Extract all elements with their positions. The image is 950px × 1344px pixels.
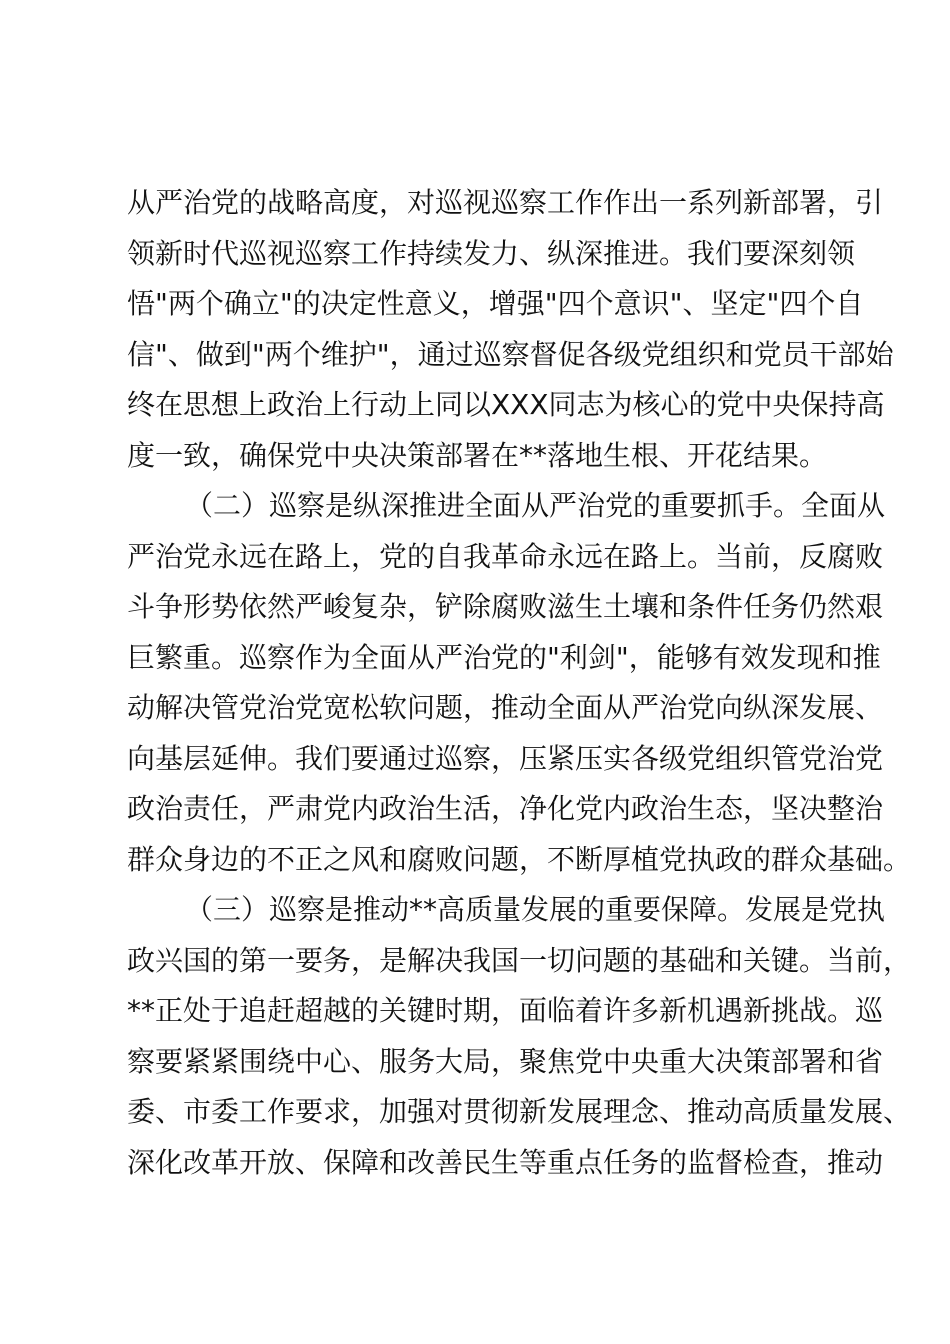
text-line: 政兴国的第一要务，是解决我国一切问题的基础和关键。当前， <box>127 943 912 977</box>
text-line: 从严治党的战略高度，对巡视巡察工作作出一系列新部署，引 <box>127 186 884 219</box>
text-line: **正处于追赶超越的关键时期，面临着许多新机遇新挑战。巡 <box>127 994 884 1027</box>
text-line: 动解决管党治党宽松软问题，推动全面从严治党向纵深发展、 <box>127 691 884 724</box>
text-line: 察要紧紧围绕中心、服务大局，聚焦党中央重大决策部署和省 <box>127 1044 884 1078</box>
text-line: 严治党永远在路上，党的自我革命永远在路上。当前，反腐败 <box>127 539 884 573</box>
text-line: 向基层延伸。我们要通过巡察，压紧压实各级党组织管党治党 <box>127 741 884 775</box>
text-line: 信"、做到"两个维护"，通过巡察督促各级党组织和党员干部始 <box>127 337 894 371</box>
text-line: 政治责任，严肃党内政治生活，净化党内政治生态，坚决整治 <box>127 792 884 825</box>
text-line: 度一致，确保党中央决策部署在**落地生根、开花结果。 <box>127 438 828 472</box>
text-line: 深化改革开放、保障和改善民生等重点任务的监督检查，推动 <box>127 1145 884 1179</box>
text-line: 领新时代巡视巡察工作持续发力、纵深推进。我们要深刻领 <box>127 236 856 270</box>
text-line: 悟"两个确立"的决定性意义，增强"四个意识"、坚定"四个自 <box>127 287 864 320</box>
text-line: 巨繁重。巡察作为全面从严治党的"利剑"，能够有效发现和推 <box>127 640 881 674</box>
text-line: 斗争形势依然严峻复杂，铲除腐败滋生土壤和条件任务仍然艰 <box>127 590 884 623</box>
text-line: 群众身边的不正之风和腐败问题，不断厚植党执政的群众基础。 <box>127 842 912 876</box>
text-line: 委、市委工作要求，加强对贯彻新发展理念、推动高质量发展、 <box>127 1095 912 1128</box>
text-line: 终在思想上政治上行动上同以XXX同志为核心的党中央保持高 <box>127 388 885 421</box>
body-text <box>127 178 912 1188</box>
section-heading-line: （三）巡察是推动**高质量发展的重要保障。发展是党执 <box>185 893 886 926</box>
section-heading-line: （二）巡察是纵深推进全面从严治党的重要抓手。全面从 <box>185 489 886 522</box>
